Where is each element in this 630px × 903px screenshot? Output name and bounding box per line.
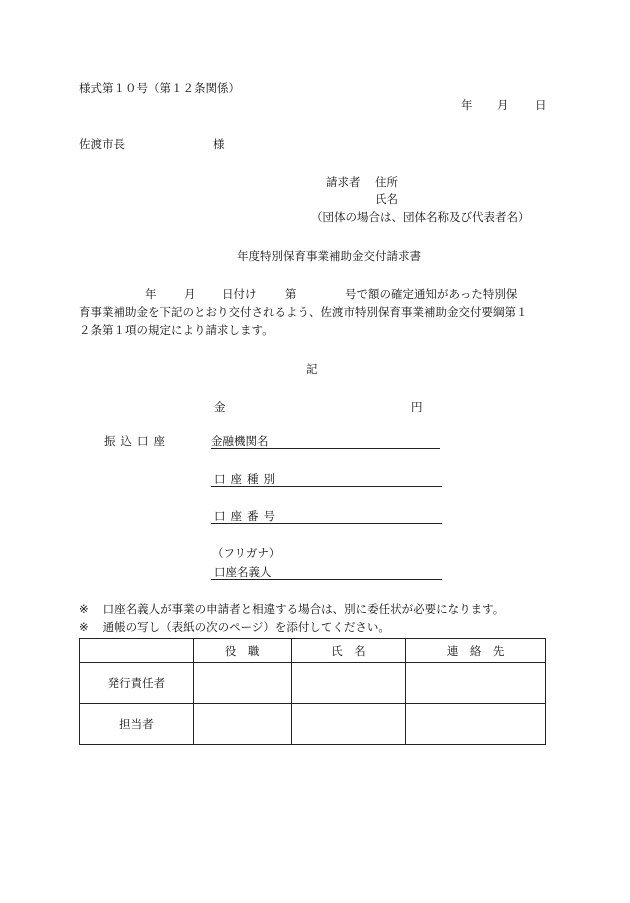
holder-field[interactable] xyxy=(211,565,442,580)
document-title: 年度特別保育事業補助金交付請求書 xyxy=(237,249,421,263)
body-year: 年 xyxy=(145,287,157,301)
date-year-label: 年 xyxy=(461,98,473,112)
holder-label: 口座名義人 xyxy=(214,565,272,579)
account-number-field[interactable] xyxy=(211,509,442,524)
staff-position-cell[interactable] xyxy=(193,704,291,745)
bank-heading: 振込口座 xyxy=(104,434,170,448)
account-type-label: 口座種別 xyxy=(214,472,280,486)
addressee-honorific: 様 xyxy=(213,137,225,151)
issuer-contact-cell[interactable] xyxy=(406,663,546,704)
requester-address-label: 住所 xyxy=(375,175,398,189)
body-dated: 日付け xyxy=(222,287,257,301)
date-day-label: 日 xyxy=(535,98,547,112)
amount-unit: 円 xyxy=(411,400,423,414)
table-row xyxy=(80,704,546,745)
contact-table xyxy=(79,638,546,745)
issuer-name-cell[interactable] xyxy=(291,663,406,704)
staff-contact-cell[interactable] xyxy=(406,704,546,745)
note-1-mark: ※ xyxy=(79,602,89,616)
body-line1-rest: 号で額の確定通知があった特別保 xyxy=(345,287,518,301)
note-1 xyxy=(79,602,504,616)
header-name: 氏 名 xyxy=(291,639,406,663)
table-row xyxy=(80,663,546,704)
institution-field[interactable] xyxy=(211,434,440,449)
row-label-staff: 担当者 xyxy=(80,704,194,745)
row-label-issuer: 発行責任者 xyxy=(80,663,194,704)
form-number: 様式第１０号（第１２条関係） xyxy=(79,81,240,95)
requester-note: （団体の場合は、団体名称及び代表者名） xyxy=(311,210,530,224)
header-blank xyxy=(80,639,194,663)
requester-name-label: 氏名 xyxy=(375,192,398,206)
body-line2: 育事業補助金を下記のとおり交付されるよう、佐渡市特別保育事業補助金交付要綱第１ xyxy=(79,305,528,319)
account-number-label: 口座番号 xyxy=(214,509,280,523)
contact-table-header-row xyxy=(80,639,546,663)
header-position: 役 職 xyxy=(193,639,291,663)
furigana-label: （フリガナ） xyxy=(212,546,281,560)
addressee-name: 佐渡市長 xyxy=(79,137,125,151)
note-2 xyxy=(79,620,390,634)
body-line3: ２条第１項の規定により請求します。 xyxy=(79,323,274,337)
note-1-text: 口座名義人が事業の申請者と相違する場合は、別に委任状が必要になります。 xyxy=(102,602,505,616)
note-2-text: 通帳の写し（表紙の次のページ）を添付してください。 xyxy=(102,620,390,634)
requester-label: 請求者 xyxy=(326,175,361,189)
institution-label: 金融機関名 xyxy=(211,434,269,448)
date-month-label: 月 xyxy=(497,98,509,112)
body-month: 月 xyxy=(184,287,196,301)
staff-name-cell[interactable] xyxy=(291,704,406,745)
account-type-field[interactable] xyxy=(211,472,442,487)
body-no: 第 xyxy=(285,287,297,301)
issuer-position-cell[interactable] xyxy=(193,663,291,704)
ki-heading: 記 xyxy=(306,362,318,376)
header-contact: 連 絡 先 xyxy=(406,639,546,663)
note-2-mark: ※ xyxy=(79,620,89,634)
amount-label: 金 xyxy=(214,400,226,414)
